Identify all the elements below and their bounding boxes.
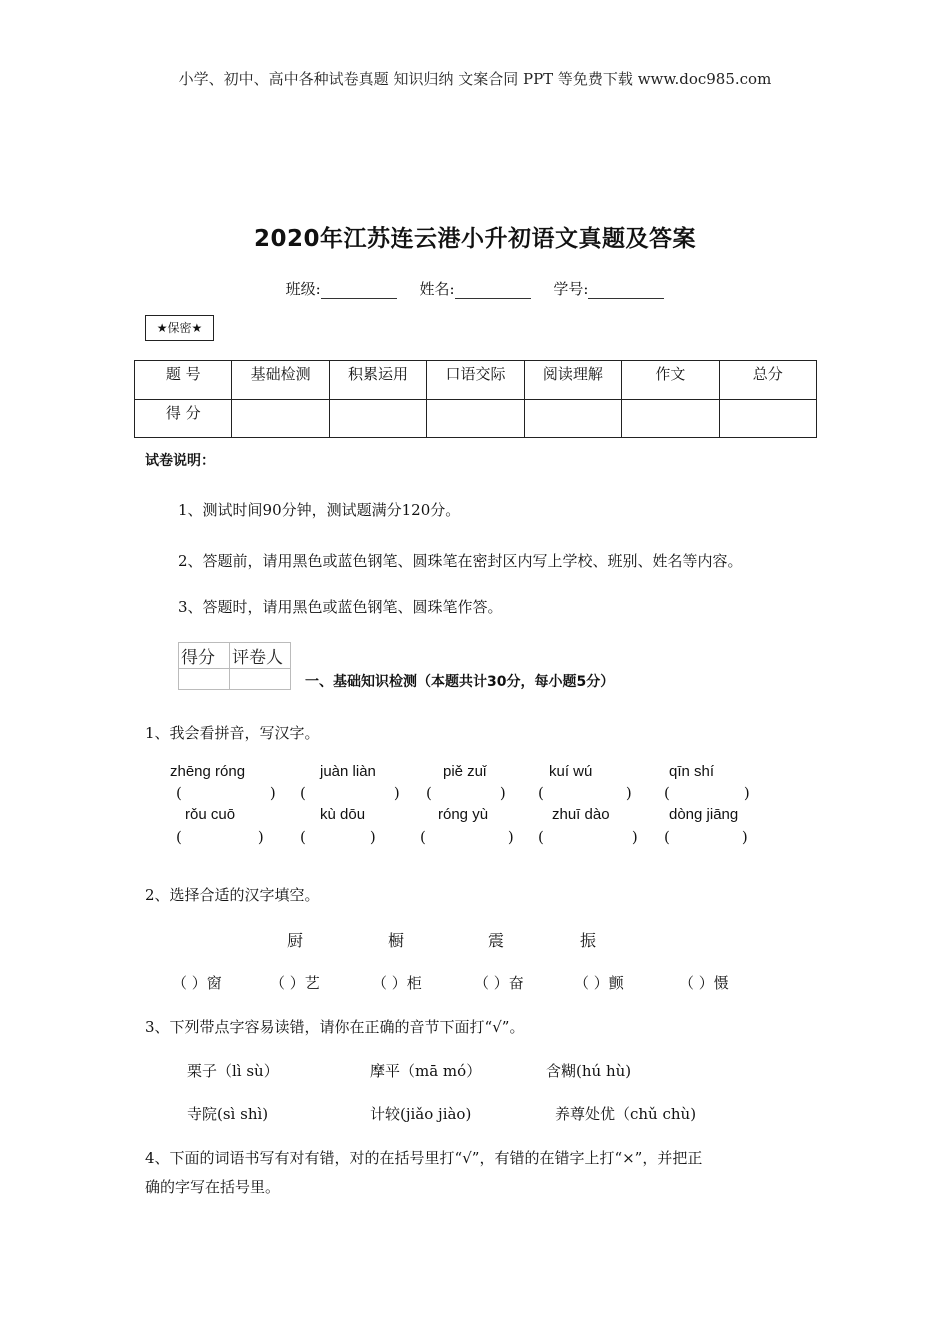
answer-bracket[interactable]: ( ) [426, 784, 506, 802]
answer-bracket[interactable]: ( ) [176, 828, 264, 846]
section-title: 一、基础知识检测（本题共计30分，每小题5分） [305, 674, 615, 690]
pinyin-item: kuí wú [549, 763, 593, 780]
header-cell: 题 号 [135, 361, 232, 400]
instruction-item: 1、测试时间90分钟，测试题满分120分。 [178, 501, 461, 519]
char-option: 厨 [287, 931, 304, 950]
class-label: 班级: [285, 280, 321, 298]
header-cell: 积累运用 [329, 361, 426, 400]
header-cell: 作文 [622, 361, 719, 400]
fill-blank[interactable]: （ ）窗 [172, 974, 222, 992]
fill-blank[interactable]: （ ）慑 [679, 974, 729, 992]
fill-blank[interactable]: （ ）艺 [270, 974, 320, 992]
grader-score-cell[interactable] [179, 669, 230, 690]
answer-bracket[interactable]: ( ) [664, 784, 750, 802]
question-4-line2: 确的字写在括号里。 [145, 1178, 281, 1196]
pronunciation-item[interactable]: 养尊处优（chǔ chù) [555, 1105, 697, 1123]
score-cell[interactable] [524, 399, 621, 438]
grader-reviewer-label: 评卷人 [230, 643, 291, 669]
score-cell[interactable] [622, 399, 719, 438]
score-cell[interactable] [232, 399, 329, 438]
score-table-header-row [135, 361, 817, 400]
question-2: 2、选择合适的汉字填空。 [145, 886, 320, 904]
grader-score-label: 得分 [179, 643, 230, 669]
pronunciation-item[interactable]: 寺院(sì shì) [187, 1105, 269, 1123]
pinyin-item: rǒu cuō [185, 806, 236, 823]
question-1: 1、我会看拼音，写汉字。 [145, 724, 320, 742]
fill-blank[interactable]: （ ）颤 [574, 974, 624, 992]
answer-bracket[interactable]: ( ) [420, 828, 514, 846]
name-blank [455, 284, 531, 299]
pronunciation-item[interactable]: 栗子（lì sù） [187, 1062, 279, 1080]
score-cell[interactable] [329, 399, 426, 438]
header-cell: 口语交际 [427, 361, 524, 400]
score-table [134, 360, 817, 438]
pinyin-item: zhuī dào [552, 806, 610, 823]
score-table-score-row [135, 399, 817, 438]
score-cell[interactable] [427, 399, 524, 438]
char-option: 震 [488, 931, 505, 950]
pinyin-item: juàn liàn [320, 763, 376, 780]
page-title: 2020年江苏连云港小升初语文真题及答案 [253, 226, 696, 252]
pronunciation-item[interactable]: 摩平（mā mó） [370, 1062, 482, 1080]
row-label-cell: 得 分 [135, 399, 232, 438]
score-cell[interactable] [719, 399, 816, 438]
header-cell: 阅读理解 [524, 361, 621, 400]
question-4-line1: 4、下面的词语书写有对有错，对的在括号里打“√”，有错的在错字上打“×”，并把正 [145, 1149, 703, 1167]
class-blank [321, 284, 397, 299]
pinyin-item: piě zuǐ [443, 763, 487, 780]
header-cell: 基础检测 [232, 361, 329, 400]
pinyin-item: qīn shí [669, 763, 715, 780]
fill-blank[interactable]: （ ）奋 [474, 974, 524, 992]
confidential-stamp: ★保密★ [145, 315, 214, 341]
question-3: 3、下列带点字容易读错，请你在正确的音节下面打“√”。 [145, 1018, 525, 1036]
pinyin-item: kù dōu [320, 806, 366, 823]
instruction-item: 2、答题前，请用黑色或蓝色钢笔、圆珠笔在密封区内写上学校、班别、姓名等内容。 [178, 552, 743, 570]
char-option: 振 [580, 931, 597, 950]
fill-blank[interactable]: （ ）柜 [372, 974, 422, 992]
pinyin-item: róng yù [438, 806, 489, 823]
id-blank [588, 284, 664, 299]
pronunciation-item[interactable]: 计较(jiǎo jiào) [370, 1105, 472, 1123]
answer-bracket[interactable]: ( ) [300, 828, 376, 846]
answer-bracket[interactable]: ( ) [538, 784, 632, 802]
site-header: 小学、初中、高中各种试卷真题 知识归纳 文案合同 PPT 等免费下载 www.doc985.com [178, 70, 772, 88]
answer-bracket[interactable]: ( ) [176, 784, 276, 802]
instructions-heading: 试卷说明： [145, 453, 215, 469]
pinyin-item: dòng jiāng [669, 806, 739, 823]
grader-box [178, 642, 291, 690]
instruction-item: 3、答题时，请用黑色或蓝色钢笔、圆珠笔作答。 [178, 598, 503, 616]
grader-reviewer-cell[interactable] [230, 669, 291, 690]
student-info-line [0, 278, 950, 299]
id-label: 学号: [553, 280, 589, 298]
answer-bracket[interactable]: ( ) [300, 784, 400, 802]
answer-bracket[interactable]: ( ) [664, 828, 748, 846]
char-option: 橱 [388, 931, 405, 950]
header-cell: 总分 [719, 361, 816, 400]
name-label: 姓名: [419, 280, 455, 298]
pinyin-item: zhēng róng [170, 763, 246, 780]
answer-bracket[interactable]: ( ) [538, 828, 638, 846]
pronunciation-item[interactable]: 含糊(hú hù) [546, 1062, 632, 1080]
